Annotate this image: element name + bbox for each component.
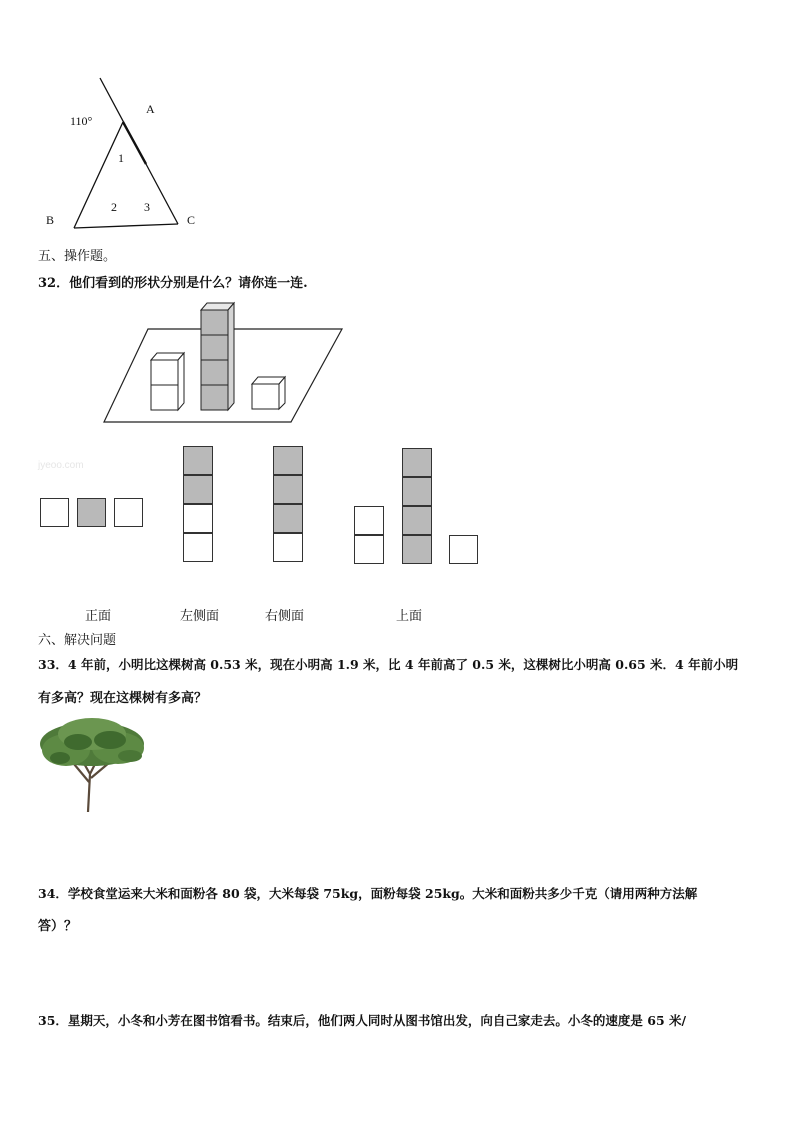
view-option-4-square — [402, 477, 432, 506]
view-option-4-square — [354, 506, 384, 535]
question-34-line-2: 答）？ — [38, 919, 78, 934]
view-option-2-square — [183, 533, 213, 562]
view-option-2-square — [183, 504, 213, 533]
triangle-figure — [40, 72, 220, 232]
view-option-4-square — [402, 448, 432, 477]
angle-3-label: 3 — [144, 200, 150, 214]
angle-110-label: 110° — [70, 114, 93, 128]
label-right-view: 右侧面 — [265, 609, 305, 624]
view-option-3-square — [273, 475, 303, 504]
question-32-text: 32．他们看到的形状分别是什么？请你连一连. — [38, 276, 308, 291]
angle-2-label: 2 — [111, 200, 117, 214]
view-option-4-square — [449, 535, 478, 564]
watermark-text: jyeoo.com — [38, 460, 84, 471]
cube-arrangement-figure — [100, 296, 350, 426]
view-option-3-square — [273, 504, 303, 533]
view-option-1-square — [40, 498, 69, 527]
section-5-title: 五、操作题。 — [38, 249, 117, 264]
angle-1-label: 1 — [118, 151, 124, 165]
view-option-3-square — [273, 533, 303, 562]
tree-illustration — [38, 712, 150, 814]
question-33-line-2: 有多高？现在这棵树有多高？ — [38, 691, 208, 706]
question-33-line-1: 33．4 年前，小明比这棵树高 0.53 米，现在小明高 1.9 米，比 4 年前高了 0.5 米，这棵树比小明高 0.65 米．4 年前小明 — [38, 657, 739, 672]
view-option-2-square — [183, 446, 213, 475]
label-top-view: 上面 — [396, 609, 423, 624]
view-option-2-square — [183, 475, 213, 504]
view-option-4-square — [402, 535, 432, 564]
vertex-a-label: A — [146, 102, 155, 116]
vertex-b-label: B — [46, 213, 55, 227]
view-option-1-square — [114, 498, 143, 527]
label-front-view: 正面 — [85, 609, 112, 624]
view-option-3-square — [273, 446, 303, 475]
vertex-c-label: C — [187, 213, 196, 227]
label-left-view: 左侧面 — [180, 609, 220, 624]
view-option-4-square — [354, 535, 384, 564]
view-option-4-square — [402, 506, 432, 535]
question-34-line-1: 34．学校食堂运来大米和面粉各 80 袋，大米每袋 75kg，面粉每袋 25kg。大米和面粉共多少千克（请用两种方法解 — [38, 886, 698, 901]
question-35-line-1: 35．星期天，小冬和小芳在图书馆看书。结束后，他们两人同时从图书馆出发，向自己家走去。小冬的速度是 65 米/ — [38, 1013, 687, 1028]
section-6-title: 六、解决问题 — [38, 633, 117, 648]
view-option-1-square — [77, 498, 106, 527]
